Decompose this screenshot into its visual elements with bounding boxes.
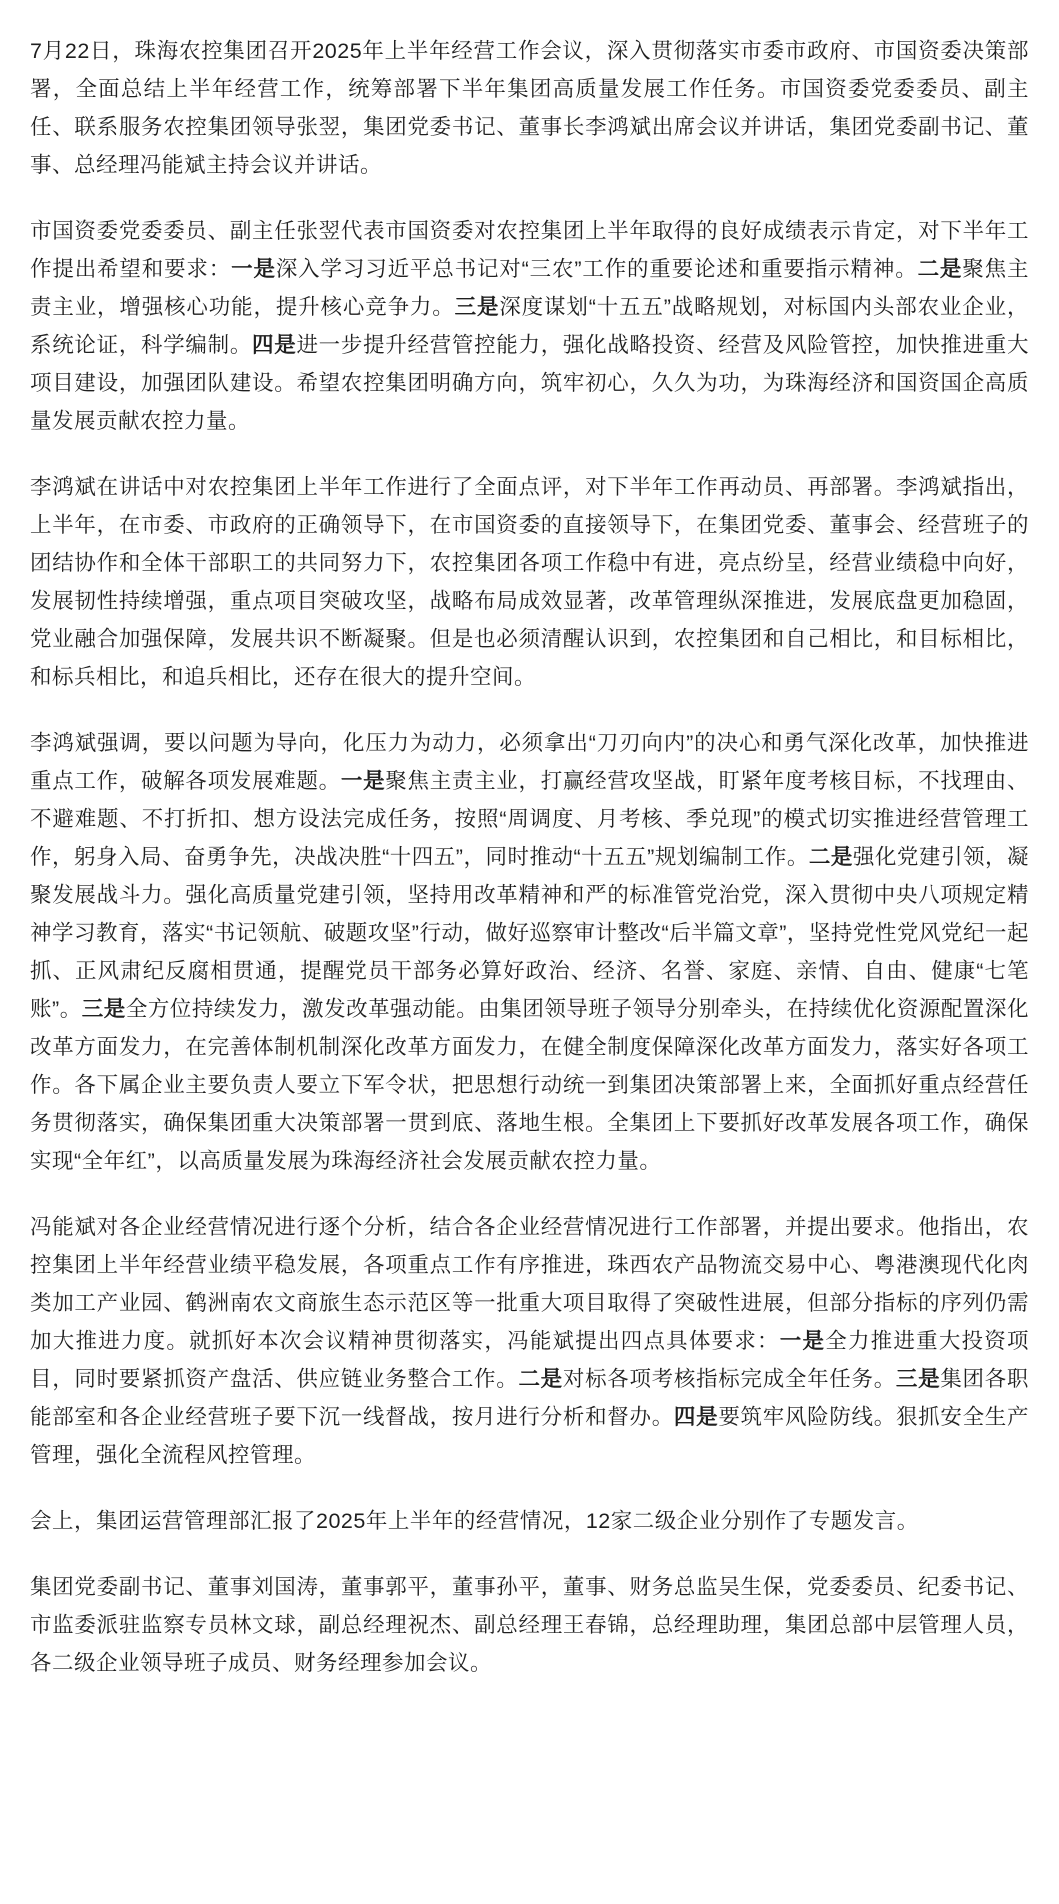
text-run: 聚焦主责主业，增强核心功能，提升核心竞争力。 bbox=[30, 257, 1029, 319]
emphasis-run: 三是 bbox=[454, 295, 500, 319]
text-run: 全方位持续发力，激发改革强动能。由集团领导班子领导分别牵头，在持续优化资源配置深化改革方面发力，在完善体制机制深化改革方面发力，在健全制度保障深化改革方面发力，落实好各项工作。各下属企业主要负责人要立下军令状，把思想行动统一到集团决策部署上来，全面抓好重点经营任务贯彻落实，确保集团重大决策部署一贯到底、落地生根。全集团上下要抓好改革发展各项工作，确保实现“全年红”，以高质量发展为珠海经济社会发展贡献农控力量。 bbox=[30, 997, 1029, 1173]
emphasis-run: 二是 bbox=[518, 1367, 563, 1391]
text-run: 聚焦主责主业，打赢经营攻坚战，盯紧年度考核目标，不找理由、不避难题、不打折扣、想方设法完成任务，按照“周调度、月考核、季兑现”的模式切实推进经营管理工作，躬身入局、奋勇争先，决战决胜“十四五”，同时推动“十五五”规划编制工作。 bbox=[30, 769, 1029, 869]
text-run: 深度谋划“十五五”战略规划，对标国内头部农业企业，系统论证，科学编制。 bbox=[30, 295, 1029, 357]
emphasis-run: 一是 bbox=[779, 1329, 826, 1353]
text-run: 冯能斌对各企业经营情况进行逐个分析，结合各企业经营情况进行工作部署，并提出要求。他指出，农控集团上半年经营业绩平稳发展，各项重点工作有序推进，珠西农产品物流交易中心、粤港澳现代化肉类加工产业园、鹤洲南农文商旅生态示范区等一批重大项目取得了突破性进展，但部分指标的序列仍需加大推进力度。就抓好本次会议精神贯彻落实，冯能斌提出四点具体要求： bbox=[30, 1215, 1029, 1353]
emphasis-run: 三是 bbox=[895, 1367, 941, 1391]
emphasis-run: 一是 bbox=[340, 769, 386, 793]
text-run: 进一步提升经营管控能力，强化战略投资、经营及风险管控，加快推进重大项目建设，加强团队建设。希望农控集团明确方向，筑牢初心，久久为功，为珠海经济和国资国企高质量发展贡献农控力量。 bbox=[30, 333, 1029, 433]
paragraph bbox=[30, 212, 1029, 440]
emphasis-run: 四是 bbox=[252, 333, 297, 357]
text-run: 集团各职能部室和各企业经营班子要下沉一线督战，按月进行分析和督办。 bbox=[30, 1367, 1029, 1429]
emphasis-run: 四是 bbox=[673, 1405, 719, 1429]
emphasis-run: 一是 bbox=[231, 257, 276, 281]
text-run: 7月22日，珠海农控集团召开2025年上半年经营工作会议，深入贯彻落实市委市政府、市国资委决策部署，全面总结上半年经营工作，统筹部署下半年集团高质量发展工作任务。市国资委党委委员、副主任、联系服务农控集团领导张翌，集团党委书记、董事长李鸿斌出席会议并讲话，集团党委副书记、董事、总经理冯能斌主持会议并讲话。 bbox=[30, 39, 1029, 177]
text-run: 集团党委副书记、董事刘国涛，董事郭平，董事孙平，董事、财务总监吴生保，党委委员、纪委书记、市监委派驻监察专员林文球，副总经理祝杰、副总经理王春锦，总经理助理，集团总部中层管理人员，各二级企业领导班子成员、财务经理参加会议。 bbox=[30, 1575, 1029, 1675]
paragraph bbox=[30, 1208, 1029, 1474]
paragraph bbox=[30, 724, 1029, 1180]
text-run: 市国资委党委委员、副主任张翌代表市国资委对农控集团上半年取得的良好成绩表示肯定，对下半年工作提出希望和要求： bbox=[30, 219, 1029, 281]
text-run: 全力推进重大投资项目，同时要紧抓资产盘活、供应链业务整合工作。 bbox=[30, 1329, 1029, 1391]
text-run: 李鸿斌在讲话中对农控集团上半年工作进行了全面点评，对下半年工作再动员、再部署。李鸿斌指出，上半年，在市委、市政府的正确领导下，在市国资委的直接领导下，在集团党委、董事会、经营班子的团结协作和全体干部职工的共同努力下，农控集团各项工作稳中有进，亮点纷呈，经营业绩稳中向好，发展韧性持续增强，重点项目突破攻坚，战略布局成效显著，改革管理纵深推进，发展底盘更加稳固，党业融合加强保障，发展共识不断凝聚。但是也必须清醒认识到，农控集团和自己相比，和目标相比，和标兵相比，和追兵相比，还存在很大的提升空间。 bbox=[30, 475, 1029, 689]
text-run: 会上，集团运营管理部汇报了2025年上半年的经营情况，12家二级企业分别作了专题发言。 bbox=[30, 1509, 919, 1533]
paragraph bbox=[30, 1568, 1029, 1682]
text-run: 强化党建引领，凝聚发展战斗力。强化高质量党建引领，坚持用改革精神和严的标准管党治党，深入贯彻中央八项规定精神学习教育，落实“书记领航、破题攻坚”行动，做好巡察审计整改“后半篇文章”，坚持党性党风党纪一起抓、正风肃纪反腐相贯通，提醒党员干部务必算好政治、经济、名誉、家庭、亲情、自由、健康“七笔账”。 bbox=[30, 845, 1029, 1021]
text-run: 要筑牢风险防线。狠抓安全生产管理，强化全流程风控管理。 bbox=[30, 1405, 1029, 1467]
paragraph bbox=[30, 468, 1029, 696]
text-run: 对标各项考核指标完成全年任务。 bbox=[562, 1367, 896, 1391]
emphasis-run: 二是 bbox=[917, 257, 963, 281]
text-run: 李鸿斌强调，要以问题为导向，化压力为动力，必须拿出“刀刃向内”的决心和勇气深化改革，加快推进重点工作，破解各项发展难题。 bbox=[30, 731, 1029, 793]
paragraph bbox=[30, 32, 1029, 184]
paragraph bbox=[30, 1502, 1029, 1540]
text-run: 深入学习习近平总书记对“三农”工作的重要论述和重要指示精神。 bbox=[275, 257, 918, 281]
emphasis-run: 三是 bbox=[81, 997, 126, 1021]
emphasis-run: 二是 bbox=[808, 845, 853, 869]
